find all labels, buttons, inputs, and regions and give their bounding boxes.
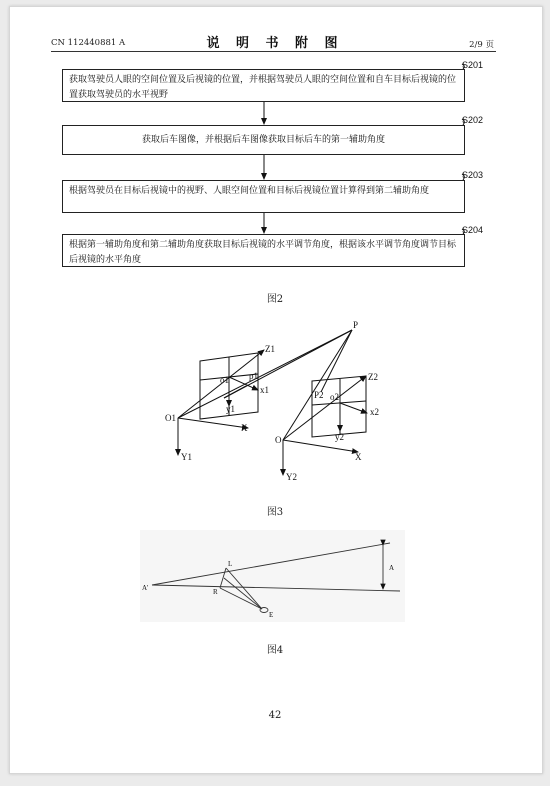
label-Z2: Z2 (368, 372, 378, 382)
flow-box-s202: 获取后车图像，并根据后车图像获取目标后车的第一辅助角度 (62, 125, 465, 155)
label-Z1: Z1 (265, 344, 275, 354)
axis-X2 (283, 440, 358, 452)
step-label-s203: S203 (462, 170, 484, 180)
label-P2: P2 (314, 390, 324, 400)
step-label-s202: S202 (462, 115, 484, 125)
page-number: 42 (268, 710, 282, 721)
image-plane-2 (312, 376, 366, 437)
label-y1: y1 (226, 404, 235, 414)
label-X: X (241, 423, 248, 433)
caption-fig4: 图4 (266, 645, 284, 656)
flow-box-s204: 根据第一辅助角度和第二辅助角度获取目标后视镜的水平调节角度，根据该水平调节角度调节目标后视镜的水平角度 (62, 234, 465, 267)
flow-box-s203: 根据驾驶员在目标后视镜中的视野、人眼空间位置和目标后视镜位置计算得到第二辅助角度 (62, 180, 465, 213)
label-O: O (275, 435, 282, 445)
label-o1: o1 (220, 375, 229, 385)
label-p1: p1 (249, 371, 258, 381)
label-E: E (269, 611, 274, 619)
label-X2: X (355, 452, 362, 462)
figure-3-labels (165, 320, 379, 482)
flow-arrows (264, 64, 464, 234)
page-title: 说 明 书 附 图 (206, 36, 344, 51)
label-Y1: Y1 (181, 452, 192, 462)
label-Y2: Y2 (286, 472, 297, 482)
axis-X1 (178, 418, 248, 428)
label-O1: O1 (165, 413, 176, 423)
label-A: A (389, 564, 395, 572)
doc-number: CN 112440881 A (51, 38, 126, 48)
label-P: P (353, 320, 359, 330)
label-y2: y2 (335, 432, 344, 442)
label-L: L (228, 560, 233, 568)
caption-fig2: 图2 (266, 294, 284, 305)
ray-O-P (283, 330, 352, 440)
caption-fig3: 图3 (266, 507, 284, 518)
label-x1: x1 (260, 385, 269, 395)
page-indicator: 2/9 页 (469, 40, 494, 50)
label-o2: o2 (330, 392, 339, 402)
flow-box-s201: 获取驾驶员人眼的空间位置及后视镜的位置，并根据驾驶员人眼的空间位置和自车目标后视镜的位置获取驾驶员的水平视野 (62, 69, 465, 102)
step-label-s201: S201 (462, 60, 484, 70)
label-x2: x2 (370, 407, 379, 417)
label-R: R (213, 588, 218, 596)
figure-4-mirror-view (140, 530, 405, 622)
label-A-prime: A' (142, 584, 149, 592)
step-label-s204: S204 (462, 225, 484, 235)
